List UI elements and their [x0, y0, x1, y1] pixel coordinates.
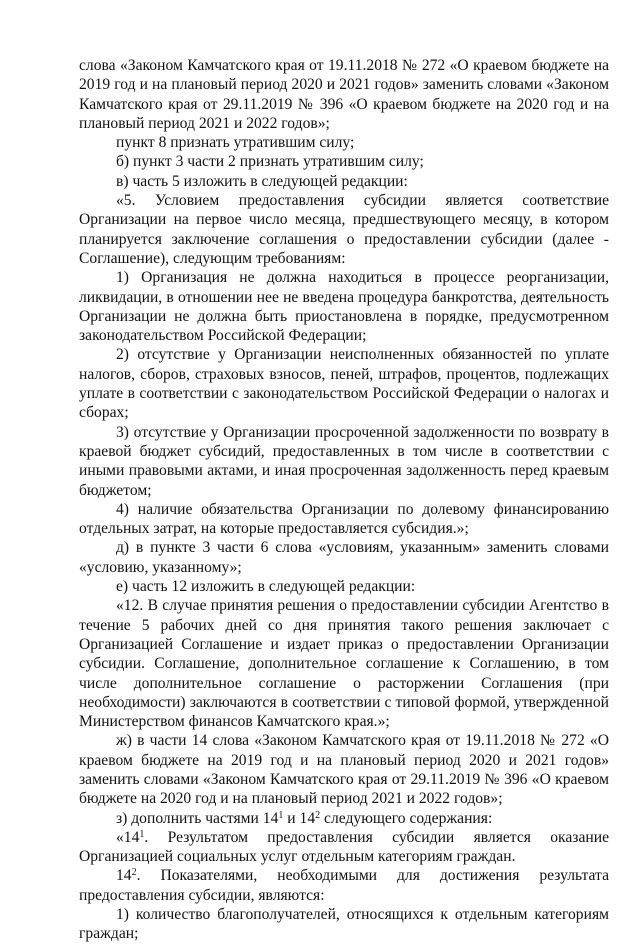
- paragraph-14-2: [79, 866, 609, 905]
- paragraph-req-4: 4) наличие обязательства Организации по долевому финансированию отдельных затрат, на которые предоставляется субсидия.»;: [79, 500, 609, 538]
- text-segment: . Результатом предоставления субсидии является оказание Организацией социальных услуг отдельным категориям граждан.: [79, 828, 609, 866]
- paragraph-item-8: пункт 8 признать утратившим силу;: [116, 134, 355, 152]
- text-segment: и 14: [283, 809, 316, 827]
- superscript: 2: [315, 809, 321, 821]
- paragraph-part-5: «5. Условием предоставления субсидии является соответствие Организации на первое число месяца, предшествующего месяцу, в котором планируется заключение соглашения о предоставлении субсидии (далее - Соглашение), следующим требованиям:: [79, 192, 609, 267]
- document-page: [79, 56, 609, 944]
- text-segment: «14: [116, 828, 140, 846]
- paragraph-req-1: 1) Организация не должна находиться в процессе реорганизации, ликвидации, в отношении нее не введена процедура банкротства, деятельность Организации не должна быть приостановлена в порядке, предусмотренном законодательством Российской Федерации;: [79, 269, 609, 345]
- paragraph-z: [79, 809, 609, 828]
- paragraph-zh: ж) в части 14 слова «Законом Камчатского края от 19.11.2018 № 272 «О краевом бюджете на 2019 год и на плановый период 2020 и 2021 годов» заменить словами «Законом Камчатского края от 29.11.2019 № 396 «О краевом бюджете на 2020 год и на плановый период 2021 и 2022 годов»;: [79, 732, 609, 808]
- text-segment: . Показателями, необходимыми для достижения результата предоставления субсидии, являются:: [79, 867, 609, 904]
- paragraph-req-2: 2) отсутствие у Организации неисполненных обязанностей по уплате налогов, сборов, страховых взносов, пеней, штрафов, процентов, подлежащих уплате в соответствии с законодательством Российской Федерации о налогах и сборах;: [79, 346, 609, 422]
- text-segment: следующего содержания:: [320, 809, 493, 827]
- paragraph-v: в) часть 5 изложить в следующей редакции:: [116, 172, 408, 190]
- text-segment: з) дополнить частями 14: [116, 809, 279, 827]
- superscript: 1: [278, 809, 284, 821]
- superscript: 2: [131, 867, 137, 879]
- paragraph-indicator-1: 1) количество благополучателей, относящихся к отдельным категориям граждан;: [79, 906, 609, 943]
- paragraph-14-1: [79, 828, 609, 867]
- text-segment: 14: [116, 867, 132, 885]
- paragraph-part-12: «12. В случае принятия решения о предоставлении субсидии Агентство в течение 5 рабочих дней со дня принятия такого решения заключает с Организацией Соглашение и издает приказ о предоставлении Организации субсидии. Соглашение, дополнительное соглашение к Соглашению, в том числе дополнительное соглашение о расторжении Соглашения (при необходимости) заключаются в соответствии с типовой формой, утвержденной Министерством финансов Камчатского края.»;: [79, 597, 609, 731]
- paragraph-d: д) в пункте 3 части 6 слова «условиям, указанным» заменить словами «условию, указанному»;: [79, 539, 609, 576]
- paragraph-e: е) часть 12 изложить в следующей редакции:: [116, 578, 416, 596]
- paragraph-laws-replace: слова «Законом Камчатского края от 19.11.2018 № 272 «О краевом бюджете на 2019 год и на плановый период 2020 и 2021 годов» заменить словами «Законом Камчатского края от 29.11.2019 № 396 «О краевом бюджете на 2020 год и на плановый период 2021 и 2022 годов»;: [79, 57, 609, 132]
- paragraph-b: б) пункт 3 части 2 признать утратившим силу;: [116, 153, 424, 171]
- paragraph-req-3: 3) отсутствие у Организации просроченной задолженности по возврату в краевой бюджет субсидий, предоставленных в том числе в соответствии с иными правовыми актами, и иная просроченная задолженность перед краевым бюджетом;: [79, 423, 609, 499]
- superscript: 1: [139, 828, 145, 840]
